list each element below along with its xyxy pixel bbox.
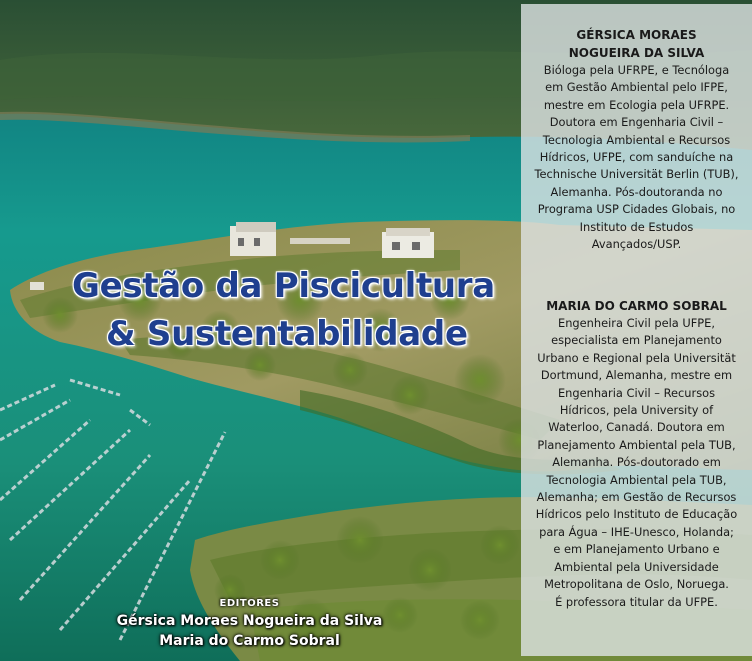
author-bio-text (521, 315, 752, 611)
bio-line: Dortmund, Alemanha, mestre em (540, 368, 733, 383)
author-name: MARIA DO CARMO SOBRAL (546, 299, 727, 313)
bio-line: Urbano e Regional pela Universität (537, 350, 736, 365)
bio-line: Programa USP Cidades Globais, no (537, 202, 736, 217)
author-bio-text (521, 62, 752, 253)
bio-line: mestre em Ecologia pela UFRPE. (543, 97, 730, 112)
bio-line: Doutora em Engenharia Civil – (549, 115, 724, 130)
bio-line: Avançados/USP. (591, 237, 682, 252)
bio-line: Instituto de Estudos (579, 219, 694, 234)
bio-line: Hídricos, pela University of (559, 403, 714, 418)
author-name: NOGUEIRA DA SILVA (568, 46, 705, 60)
title-line-1: Gestão da Piscicultura (72, 266, 495, 306)
bio-line: Planejamento Ambiental pela TUB, (537, 437, 736, 452)
editor-name: Gérsica Moraes Nogueira da Silva (116, 613, 383, 629)
bio-line: Metropolitana de Oslo, Noruega. (544, 577, 729, 592)
bio-line: Tecnologia Ambiental e Recursos (542, 132, 731, 147)
bio-line: Hídricos pelo Instituto de Educação (535, 507, 738, 522)
bio-line: Alemanha. Pós-doutoranda no (550, 184, 723, 199)
bio-line: em Gestão Ambiental pelo IFPE, (545, 80, 728, 95)
author-bio (521, 297, 752, 611)
bio-line: É professora titular da UFPE. (555, 594, 718, 609)
bio-line: Engenharia Civil – Recursos (557, 385, 716, 400)
bio-line: Bióloga pela UFRPE, e Tecnóloga (543, 63, 730, 77)
bio-line: Ambiental pela Universidade (554, 559, 719, 574)
bio-line: Technische Universität Berlin (TUB), (534, 167, 739, 182)
bio-line: Waterloo, Canadá. Doutora em (548, 420, 725, 435)
editor-name: Maria do Carmo Sobral (159, 633, 340, 649)
editors-label: EDITORES (219, 598, 280, 609)
editors-block (112, 597, 387, 651)
bio-line: para Água – IHE-Unesco, Holanda; (539, 524, 734, 539)
title-line-2: & Sustentabilidade (106, 314, 468, 354)
bio-line: Hídricos, UFPE, com sanduíche na (539, 150, 734, 165)
bio-line: Alemanha. Pós-doutorado em (552, 455, 721, 470)
author-name: GÉRSICA MORAES (576, 28, 697, 42)
author-bio (521, 26, 752, 253)
bio-line: Alemanha; em Gestão de Recursos (536, 490, 737, 505)
bio-line: e em Planejamento Urbano e (553, 542, 720, 557)
bio-line: Engenheira Civil pela UFPE, (558, 316, 715, 330)
bio-line: Tecnologia Ambiental pela TUB, (546, 472, 727, 487)
bio-line: especialista em Planejamento (551, 333, 722, 348)
book-title (72, 262, 495, 358)
author-bio-panel (521, 4, 752, 656)
